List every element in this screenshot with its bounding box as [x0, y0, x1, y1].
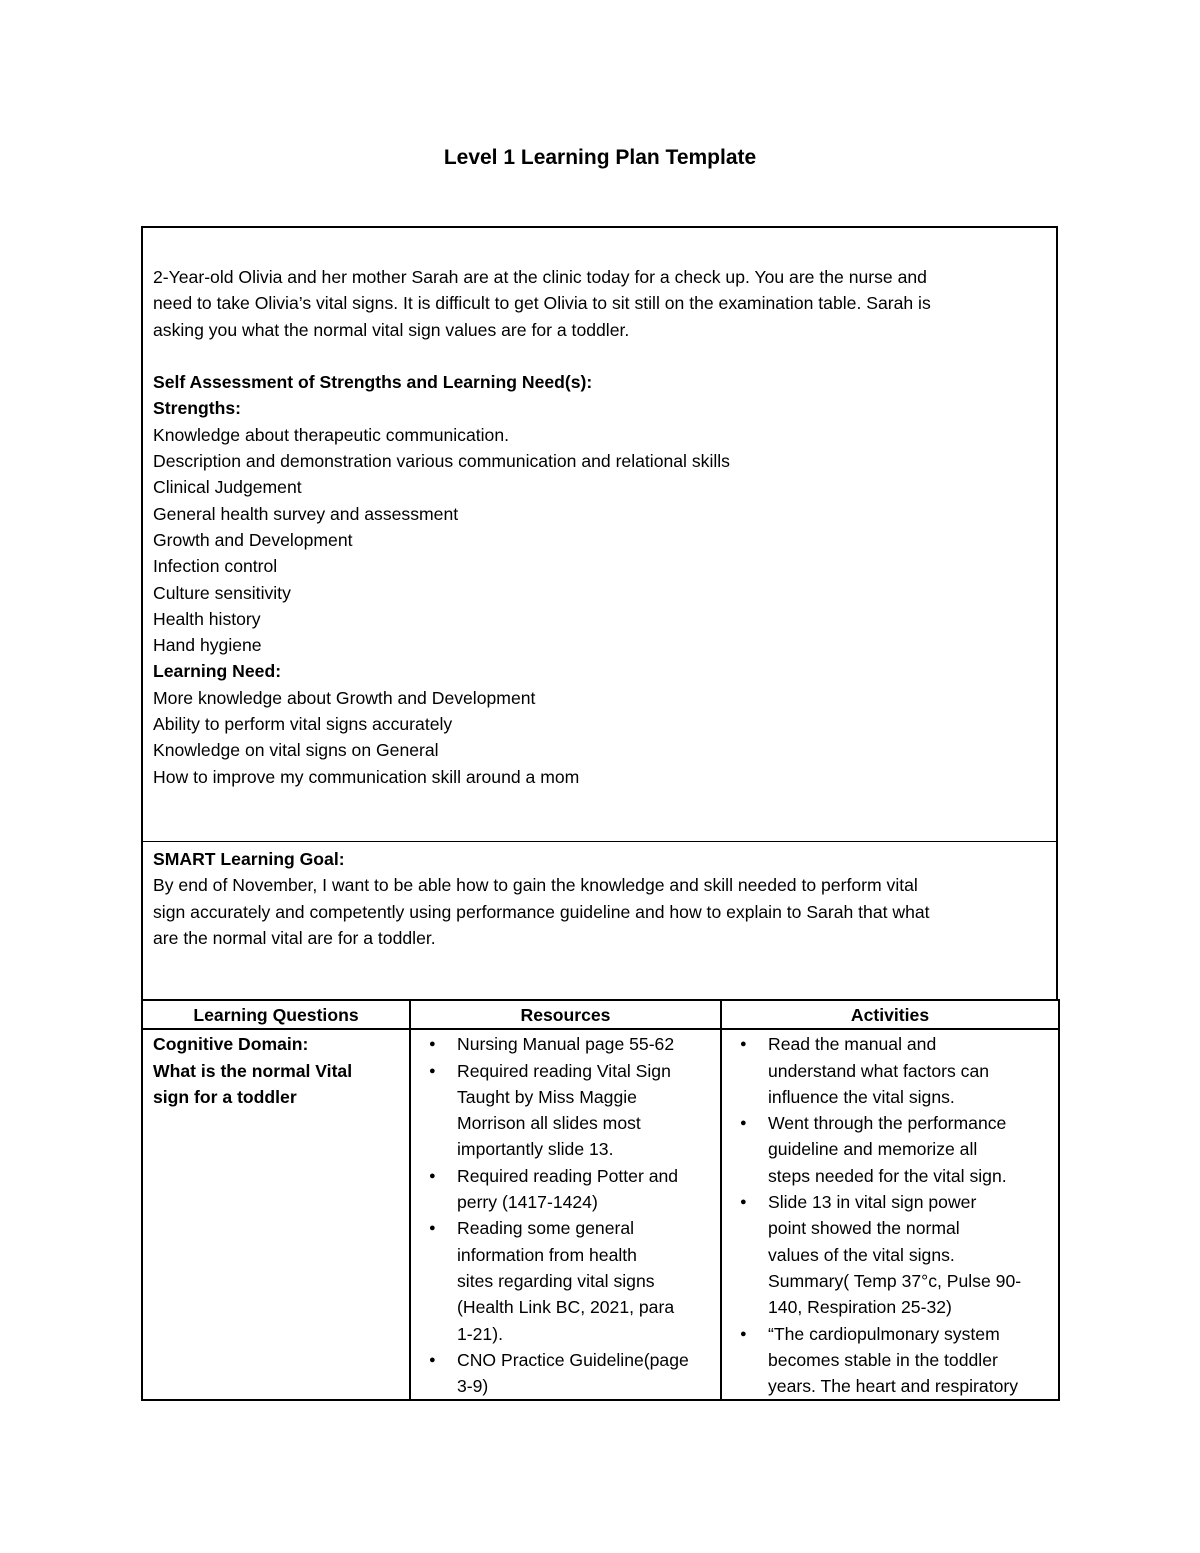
strength-item: Description and demonstration various communication and relational skills [153, 451, 730, 472]
activity-item: ● Slide 13 in vital sign power point showed the normal values of the vital signs. Summary( Temp 37°c, Pulse 90- 140, Respiration 25-32) [732, 1189, 1048, 1320]
activities-list [732, 1031, 1048, 1399]
activity-item: ● Read the manual and understand what factors can influence the vital signs. [732, 1031, 1048, 1110]
strength-item: Hand hygiene [153, 635, 262, 656]
self-assessment-heading: Self Assessment of Strengths and Learning Need(s): [153, 372, 593, 393]
scenario-section [141, 226, 1058, 842]
learning-need-item: Ability to perform vital signs accurately [153, 714, 453, 735]
scenario-line: need to take Olivia’s vital signs. It is difficult to get Olivia to sit still on the examination table. Sarah is [153, 293, 931, 314]
strength-item: Growth and Development [153, 529, 353, 550]
header-resources: Resources [410, 1000, 721, 1029]
resources-list [421, 1031, 710, 1399]
table-header-row [142, 1000, 1059, 1029]
smart-goal-line: sign accurately and competently using performance guideline and how to explain to Sarah that what [153, 901, 930, 922]
header-learning-questions: Learning Questions [142, 1000, 410, 1029]
header-activities: Activities [721, 1000, 1059, 1029]
strength-item: Clinical Judgement [153, 477, 302, 498]
resources-cell [410, 1029, 721, 1400]
smart-goal-line: By end of November, I want to be able how to gain the knowledge and skill needed to perform vital [153, 875, 918, 896]
strength-item: Infection control [153, 556, 278, 577]
scenario-line: 2-Year-old Olivia and her mother Sarah are at the clinic today for a check up. You are the nurse and [153, 267, 927, 287]
strength-item: Culture sensitivity [153, 582, 291, 603]
smart-goal-line: are the normal vital are for a toddler. [153, 927, 436, 948]
resource-item: ● Required reading Potter and perry (1417-1424) [421, 1163, 710, 1216]
activity-item: ● “The cardiopulmonary system becomes stable in the toddler years. The heart and respiratory [732, 1321, 1048, 1400]
page-title: Level 1 Learning Plan Template [443, 146, 757, 169]
resource-item: ● CNO Practice Guideline(page 3-9) [421, 1347, 710, 1400]
resource-item: ● Required reading Vital Sign Taught by Miss Maggie Morrison all slides most importantly slide 13. [421, 1058, 710, 1163]
activities-cell [721, 1029, 1059, 1400]
question-line: What is the normal Vital [153, 1060, 353, 1081]
learning-need-item: Knowledge on vital signs on General [153, 740, 439, 761]
question-line: sign for a toddler [153, 1086, 297, 1107]
table-row [142, 1029, 1059, 1400]
strengths-heading: Strengths: [153, 398, 241, 419]
smart-goal-section [141, 842, 1058, 1000]
learning-need-heading: Learning Need: [153, 661, 282, 682]
domain-label: Cognitive Domain: [153, 1034, 309, 1055]
activity-item: ● Went through the performance guideline and memorize all steps needed for the vital sign. [732, 1110, 1048, 1189]
learning-need-item: How to improve my communication skill around a mom [153, 766, 580, 787]
strength-item: Knowledge about therapeutic communication. [153, 424, 510, 445]
learning-question-cell [142, 1029, 410, 1400]
scenario-line: asking you what the normal vital sign values are for a toddler. [153, 319, 630, 340]
smart-goal-heading: SMART Learning Goal: [153, 849, 345, 869]
strength-item: General health survey and assessment [153, 503, 459, 524]
learning-need-item: More knowledge about Growth and Development [153, 687, 536, 708]
resource-item: ● Reading some general information from health sites regarding vital signs (Health Link BC, 2021, para 1-21). [421, 1215, 710, 1346]
strength-item: Health history [153, 608, 261, 629]
resource-item: ● Nursing Manual page 55-62 [421, 1031, 710, 1057]
learning-table [141, 999, 1060, 1401]
